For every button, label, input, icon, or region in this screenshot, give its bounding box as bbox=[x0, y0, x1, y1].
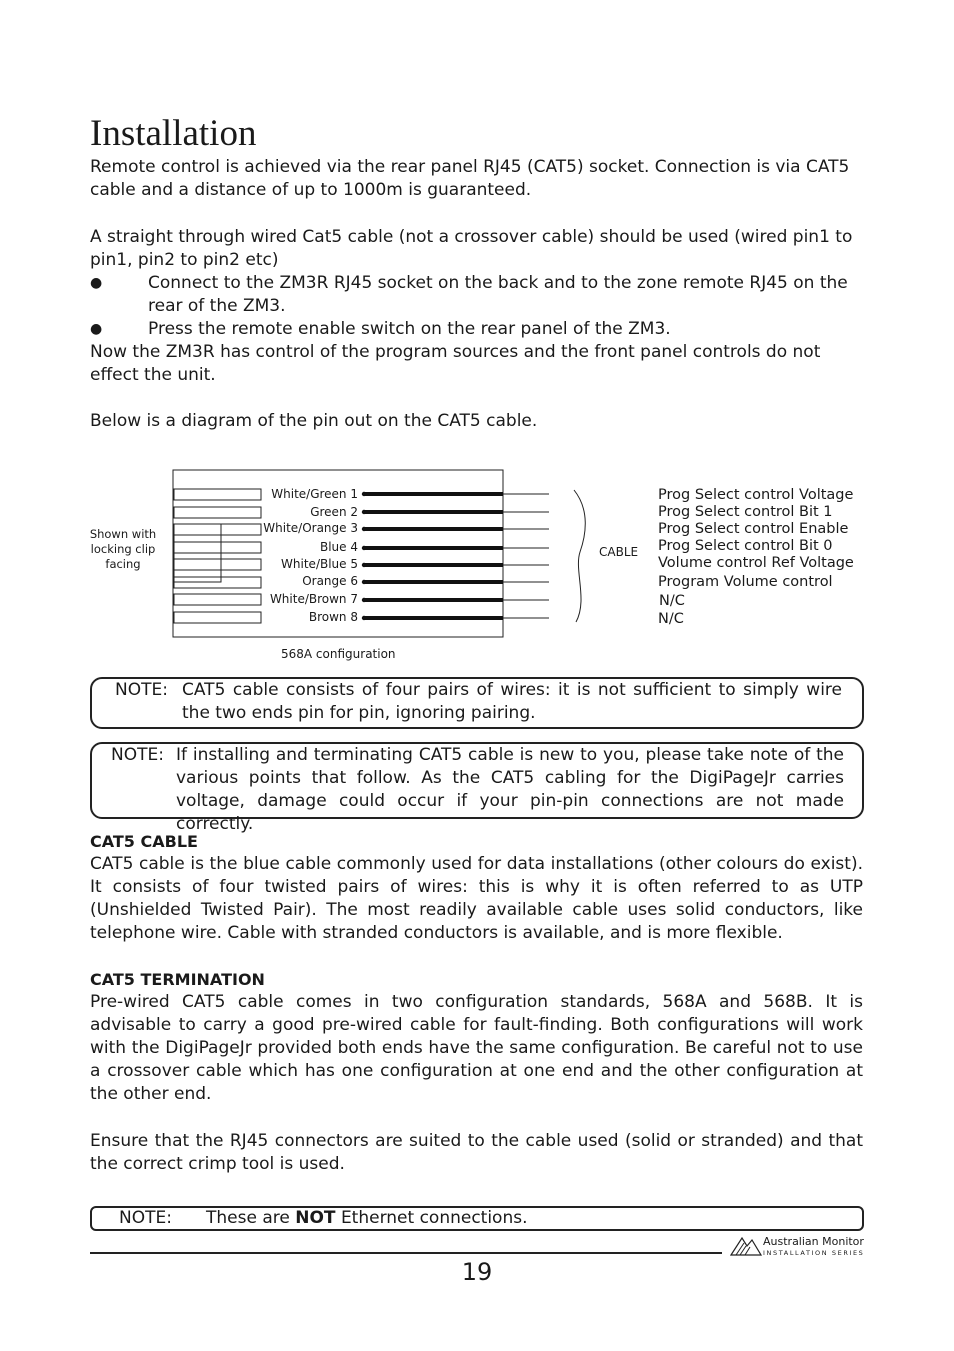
wire-label: White/Blue 5 bbox=[281, 557, 358, 571]
pin-function: Program Volume control bbox=[658, 574, 833, 590]
control-paragraph: Now the ZM3R has control of the program sources and the front panel controls do not effect the unit. bbox=[90, 342, 821, 385]
pin-function: Volume control Ref Voltage bbox=[658, 555, 854, 571]
wire-label: Blue 4 bbox=[319, 540, 358, 554]
bullet-icon: ● bbox=[90, 321, 103, 337]
straight-cable-paragraph: A straight through wired Cat5 cable (not a crossover cable) should be used (wired pin1 to pin1, pin2 to pin2 etc) bbox=[90, 227, 853, 270]
note-box bbox=[90, 1206, 864, 1231]
footer-rule bbox=[90, 1252, 722, 1254]
note-box bbox=[90, 677, 864, 729]
diagram-intro: Below is a diagram of the pin out on the CAT5 cable. bbox=[90, 411, 538, 431]
pin-function: Prog Select control Bit 1 bbox=[658, 504, 833, 520]
pin-function: N/C bbox=[658, 611, 684, 627]
note-text: These are NOT Ethernet connections. bbox=[206, 1208, 528, 1228]
bullet-icon: ● bbox=[90, 275, 103, 291]
note-text: If installing and terminating CAT5 cable is new to you, please take note of the various points that follow. As the CAT5 cabling for the DigiPageJr carries voltage, damage could occur if your pin-pin connections are not made correctly. bbox=[176, 745, 844, 834]
note-label: NOTE: bbox=[115, 680, 168, 700]
wire-label: Green 2 bbox=[310, 505, 358, 519]
clip-note: Shown with locking clip facing bbox=[89, 527, 157, 571]
wire-label: Brown 8 bbox=[308, 610, 358, 624]
brand-logo-icon bbox=[730, 1234, 762, 1256]
pin-function: Prog Select control Voltage bbox=[658, 487, 854, 503]
note-box bbox=[90, 742, 864, 834]
bullet-text: Press the remote enable switch on the rear panel of the ZM3. bbox=[148, 319, 671, 339]
page-number: 19 bbox=[461, 1258, 493, 1286]
config-label: 568A configuration bbox=[281, 647, 396, 661]
note-label: NOTE: bbox=[119, 1208, 172, 1228]
pin-function: Prog Select control Enable bbox=[658, 521, 849, 537]
wire-label: White/Brown 7 bbox=[269, 592, 358, 606]
note-label: NOTE: bbox=[111, 745, 164, 765]
wire-label: White/Green 1 bbox=[271, 487, 358, 501]
brand-name: Australian Monitor bbox=[763, 1235, 864, 1248]
intro-paragraph: Remote control is achieved via the rear panel RJ45 (CAT5) socket. Connection is via CAT5 cable and a distance of up to 1000m is guaranteed. bbox=[90, 157, 850, 200]
ensure-paragraph: Ensure that the RJ45 connectors are suited to the cable used (solid or stranded) and that the correct crimp tool is used. bbox=[90, 1131, 863, 1174]
cable-brace bbox=[574, 490, 585, 622]
wire-label: Orange 6 bbox=[302, 574, 358, 588]
brand-series: INSTALLATION SERIES bbox=[763, 1249, 865, 1257]
cat5-cable-heading: CAT5 CABLE bbox=[90, 832, 198, 851]
pin-function: Prog Select control Bit 0 bbox=[658, 538, 833, 554]
wire-label: White/Orange 3 bbox=[263, 521, 358, 535]
bullet-text: Connect to the ZM3R RJ45 socket on the back and to the zone remote RJ45 on the rear of the ZM3. bbox=[148, 273, 848, 316]
cable-label: CABLE bbox=[599, 545, 639, 559]
page-title: Installation bbox=[90, 113, 257, 154]
cat5-termination-heading: CAT5 TERMINATION bbox=[90, 970, 265, 989]
pin-function: N/C bbox=[659, 593, 685, 609]
cat5-termination-text: Pre-wired CAT5 cable comes in two configuration standards, 568A and 568B. It is advisable to carry a good pre-wired cable for fault-finding. Both configurations will work with the DigiPageJr provided both ends have the same configuration. Be careful not to use a crossover cable which has one configuration at one end and the other configuration at the other end. bbox=[90, 992, 863, 1104]
cat5-cable-text: CAT5 cable is the blue cable commonly used for data installations (other colours do exist). It consists of four twisted pairs of wires: this is why it is often referred to as UTP (Unshielded Twisted Pair). The most readily available cable uses solid conductors, like telephone wire. Cable with stranded conductors is available, and is more flexible. bbox=[90, 854, 863, 943]
note-text: CAT5 cable consists of four pairs of wires: it is not sufficient to simply wire the two ends pin for pin, ignoring pairing. bbox=[182, 680, 842, 723]
